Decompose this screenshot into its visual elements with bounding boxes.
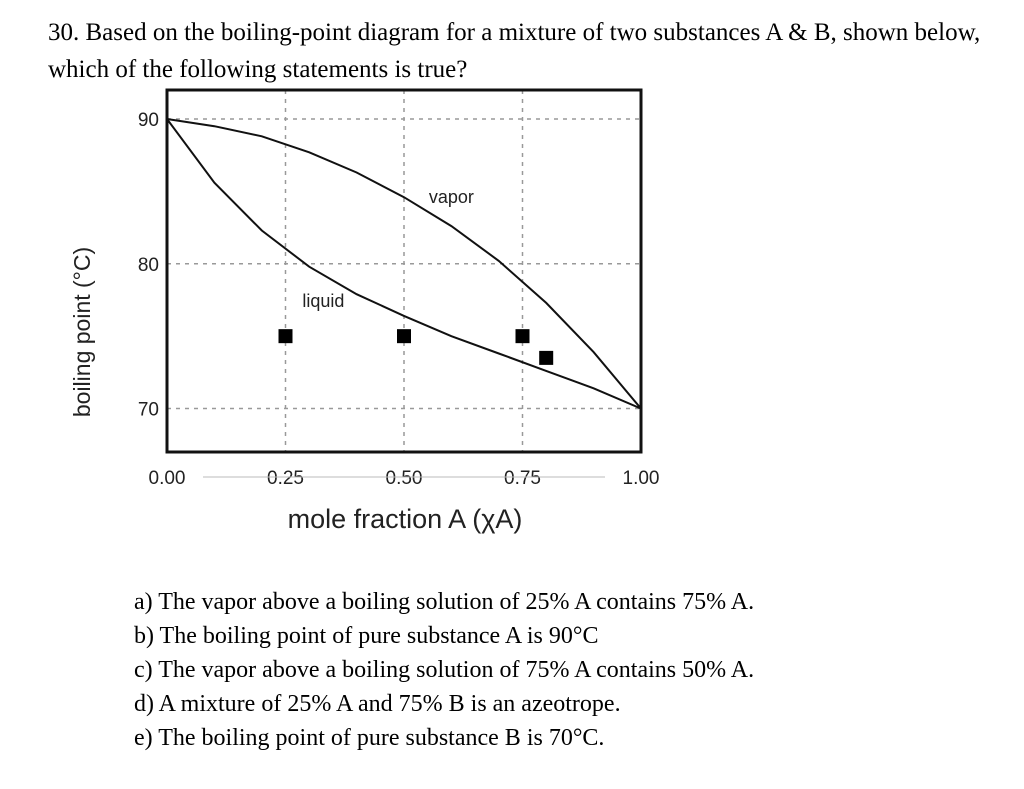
option-a[interactable]: a) The vapor above a boiling solution of 25% A contains 75% A.: [134, 589, 755, 615]
boiling-point-chart: [60, 82, 660, 542]
data-marker: [516, 329, 530, 343]
x-tick-label: 0.00: [148, 468, 186, 489]
vapor-label: vapor: [428, 186, 474, 207]
option-c[interactable]: c) The vapor above a boiling solution of 75% A contains 50% A.: [134, 657, 755, 683]
liquid-label: liquid: [302, 291, 345, 312]
x-tick-label: 0.75: [504, 468, 541, 489]
option-e[interactable]: e) The boiling point of pure substance B is 70°C.: [134, 725, 605, 751]
question-text: 30. Based on the boiling-point diagram for a mixture of two substances A & B, shown below, which of the following statements is true?: [48, 19, 981, 83]
option-d[interactable]: d) A mixture of 25% A and 75% B is an azeotrope.: [134, 691, 621, 717]
y-axis-label: boiling point (°C): [69, 246, 95, 418]
y-tick-label: 80: [137, 254, 159, 276]
data-marker: [539, 351, 553, 365]
y-tick-label: 90: [137, 109, 159, 131]
x-tick-label: 0.25: [267, 468, 304, 489]
x-axis-label: mole fraction A (χA): [287, 504, 523, 534]
x-tick-label: 0.50: [385, 468, 423, 489]
answer-options: [134, 585, 754, 755]
option-b[interactable]: b) The boiling point of pure substance A is 90°C: [134, 623, 599, 649]
data-marker: [279, 329, 293, 343]
x-tick-label: 1.00: [622, 468, 660, 489]
data-marker: [397, 329, 411, 343]
y-tick-label: 70: [137, 399, 159, 421]
